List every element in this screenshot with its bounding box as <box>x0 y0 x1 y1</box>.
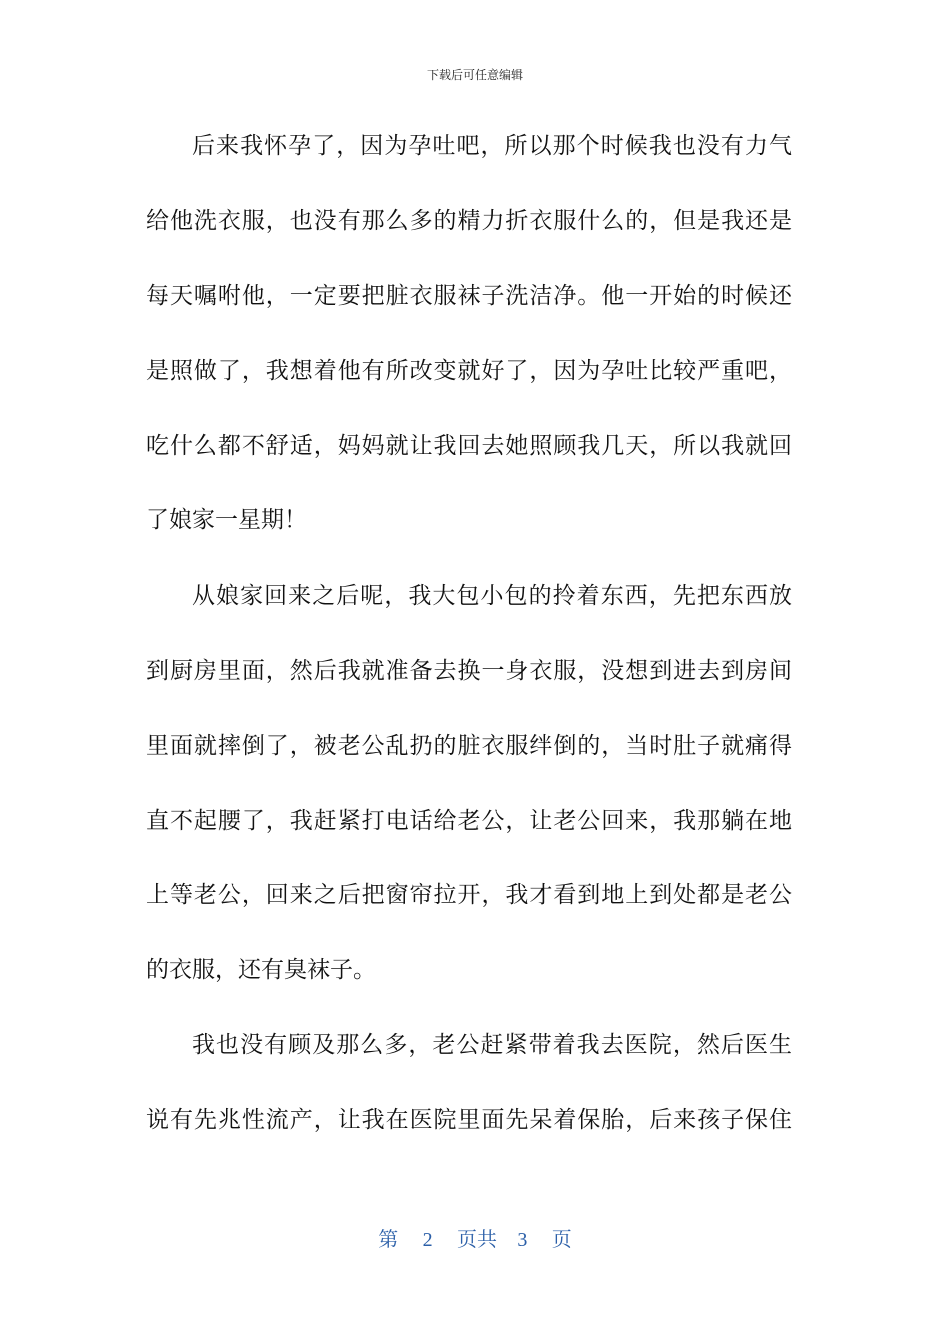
text-line: 是照做了，我想着他有所改变就好了，因为孕吐比较严重吧， <box>146 358 792 384</box>
text-line: 上等老公，回来之后把窗帘拉开，我才看到地上到处都是老公 <box>146 882 792 908</box>
text-line: 每天嘱咐他，一定要把脏衣服袜子洗洁净。他一开始的时候还 <box>146 283 792 309</box>
text-line: 我也没有顾及那么多，老公赶紧带着我去医院，然后医生 <box>192 1032 792 1058</box>
text-line: 吃什么都不舒适，妈妈就让我回去她照顾我几天，所以我就回 <box>146 433 792 459</box>
text-line: 直不起腰了，我赶紧打电话给老公，让老公回来，我那躺在地 <box>146 808 792 834</box>
text-line: 后来我怀孕了，因为孕吐吧，所以那个时候我也没有力气 <box>192 133 792 159</box>
footer-total-pages: 3 <box>517 1229 528 1251</box>
page-footer <box>0 1226 950 1253</box>
text-line: 给他洗衣服，也没有那么多的精力折衣服什么的，但是我还是 <box>146 208 792 234</box>
footer-suffix: 页 <box>551 1227 572 1251</box>
footer-middle: 页共 <box>457 1227 497 1251</box>
text-line: 里面就摔倒了，被老公乱扔的脏衣服绊倒的，当时肚子就痛得 <box>146 733 792 759</box>
footer-prefix: 第 <box>378 1227 399 1251</box>
text-line: 了娘家一星期！ <box>146 507 307 533</box>
page-header-note: 下载后可任意编辑 <box>426 68 523 82</box>
text-line: 的衣服，还有臭袜子。 <box>146 957 376 983</box>
text-line: 说有先兆性流产，让我在医院里面先呆着保胎，后来孩子保住 <box>146 1107 792 1133</box>
text-line: 到厨房里面，然后我就准备去换一身衣服，没想到进去到房间 <box>146 658 792 684</box>
text-line: 从娘家回来之后呢，我大包小包的拎着东西，先把东西放 <box>192 583 792 609</box>
footer-page-number: 2 <box>422 1229 433 1251</box>
